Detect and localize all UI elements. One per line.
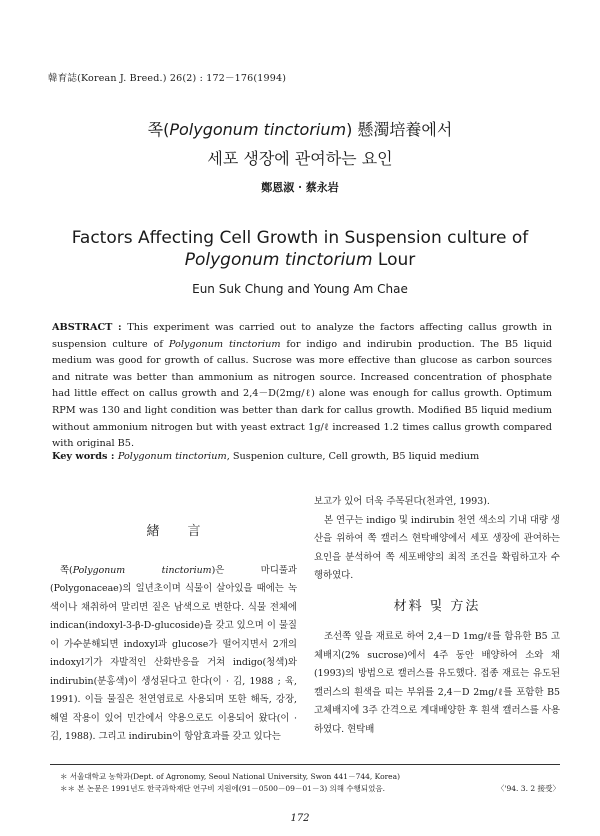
left-column bbox=[50, 505, 297, 747]
introduction-paragraph bbox=[50, 562, 297, 747]
footnote-divider bbox=[50, 764, 560, 765]
abstract-separator: : bbox=[112, 322, 128, 333]
keywords-label: Key words bbox=[52, 451, 108, 462]
korean-title-line2: 세포 생장에 관여하는 요인 bbox=[207, 149, 393, 168]
footnote-funding: ＊＊ 본 논문은 1991년도 한국과학재단 연구비 지원에(91－0500－09－01－3) 의해 수행되었음. bbox=[60, 784, 386, 793]
introduction-paragraph-2: 본 연구는 indigo 및 indirubin 천연 색소의 기내 대량 생산을 위하여 쪽 캘러스 현탁배양에서 세포 생장에 관여하는 요인을 분석하여 쪽 세포배양의 최적 조건을 확립하고자 수행하였다. bbox=[314, 514, 560, 581]
english-title-line1: Factors Affecting Cell Growth in Suspension culture of bbox=[71, 228, 529, 248]
footnote-affiliation: ＊ 서울대학교 농학과(Dept. of Agronomy, Seoul National University, Swon 441－744, Korea) bbox=[60, 772, 401, 781]
korean-title-prefix: 쪽( bbox=[147, 120, 170, 139]
right-column bbox=[314, 493, 560, 739]
keywords-rest: , Suspenion culture, Cell growth, B5 liquid medium bbox=[226, 451, 480, 462]
introduction-heading: 緖言 bbox=[146, 524, 229, 539]
intro-text-pre: 쪽( bbox=[60, 564, 73, 576]
abstract-text-part1: This experiment was carried out to analyze the factors affecting callus growth in suspension culture of bbox=[52, 322, 552, 350]
journal-citation: 韓育誌(Korean J. Breed.) 26(2) : 172－176(1994) bbox=[48, 73, 287, 84]
abstract bbox=[52, 320, 552, 453]
korean-authors: 鄭恩淑 · 蔡永岩 bbox=[261, 181, 339, 194]
abstract-species: Polygonum tinctorium bbox=[168, 338, 281, 350]
english-title-species: Polygonum tinctorium bbox=[184, 250, 373, 270]
methods-heading: 材料 및 方法 bbox=[393, 598, 481, 614]
received-date: 〈'94. 3. 2 接受〉 bbox=[496, 784, 560, 793]
korean-title-species: Polygonum tinctorium bbox=[169, 120, 347, 139]
intro-species: Polygonum tinctorium bbox=[72, 564, 212, 576]
keywords-species: Polygonum tinctorium bbox=[117, 451, 227, 462]
methods-paragraph: 조선쪽 잎을 재료로 하여 2,4－D 1mg/ℓ를 함유한 B5 고체배지(2% sucrose)에서 4주 동안 배양하여 소와 채(1993)의 방법으로 캘러스를 유도했다. 접종 재료는 유도된 캘러스의 흰색을 띠는 부위를 2,4－D 2mg/ℓ를 포함한 B5 고체배지에 3주 간격으로 계대배양한 후 흰색 캘러스를 사용하였다. 현탁배 bbox=[314, 631, 560, 735]
introduction-continued: 보고가 있어 더욱 주목된다(천과연, 1993). bbox=[314, 496, 490, 507]
abstract-text-part2: for indigo and indirubin production. The B5 liquid medium was good for growth of callus. Sucrose was more effective than glucose as carbon sources and nitrate was better than ammonium as nitrogen source. Increased concentration of phosphate had little effect on callus growth and 2,4－D(2mg/ℓ) alone was enough for callus growth. Optimum RPM was 130 and light condition was better than dark for callus growth. Modified B5 liquid medium without ammonium nitrogen but with yeast extract 1g/ℓ increased 1.2 times callus growth compared with original B5. bbox=[52, 338, 552, 450]
abstract-label: ABSTRACT bbox=[52, 322, 113, 333]
korean-title-suffix: ) 懸濁培養에서 bbox=[346, 120, 453, 139]
keywords-separator: : bbox=[107, 451, 118, 462]
english-title-suffix: Lour bbox=[372, 250, 416, 270]
korean-title-line1 bbox=[0, 117, 600, 140]
footnotes bbox=[60, 771, 560, 795]
page-number: 172 bbox=[290, 813, 310, 824]
keywords bbox=[52, 451, 562, 462]
english-authors: Eun Suk Chung and Young Am Chae bbox=[192, 282, 408, 296]
intro-text-post: )은 마디풀과(Polygonaceae)의 일년초이며 식물이 살아있을 때에는 녹색이나 채취하여 말리면 짙은 남색으로 변한다. 식물 전체에 indican(indoxyl-3-β-D-glucoside)을 갖고 있으며 이 물질이 가수분해되면 indoxyl과 glucose가 떨어지면서 2개의 indoxyl기가 자발적인 산화반응을 거쳐 indigo(청색)와 indirubin(분홍색)이 생성된다고 한다(이 · 김, 1988 ; 육, 1991). 이들 물질은 천연염료로 사용되며 또한 해독, 강장, 해열 작용이 있어 민간에서 약용으로도 이용되어 왔다(이 · 김, 1988). 그리고 indirubin이 항암효과를 갖고 있다는 bbox=[50, 564, 297, 742]
english-title-line2 bbox=[0, 250, 600, 270]
